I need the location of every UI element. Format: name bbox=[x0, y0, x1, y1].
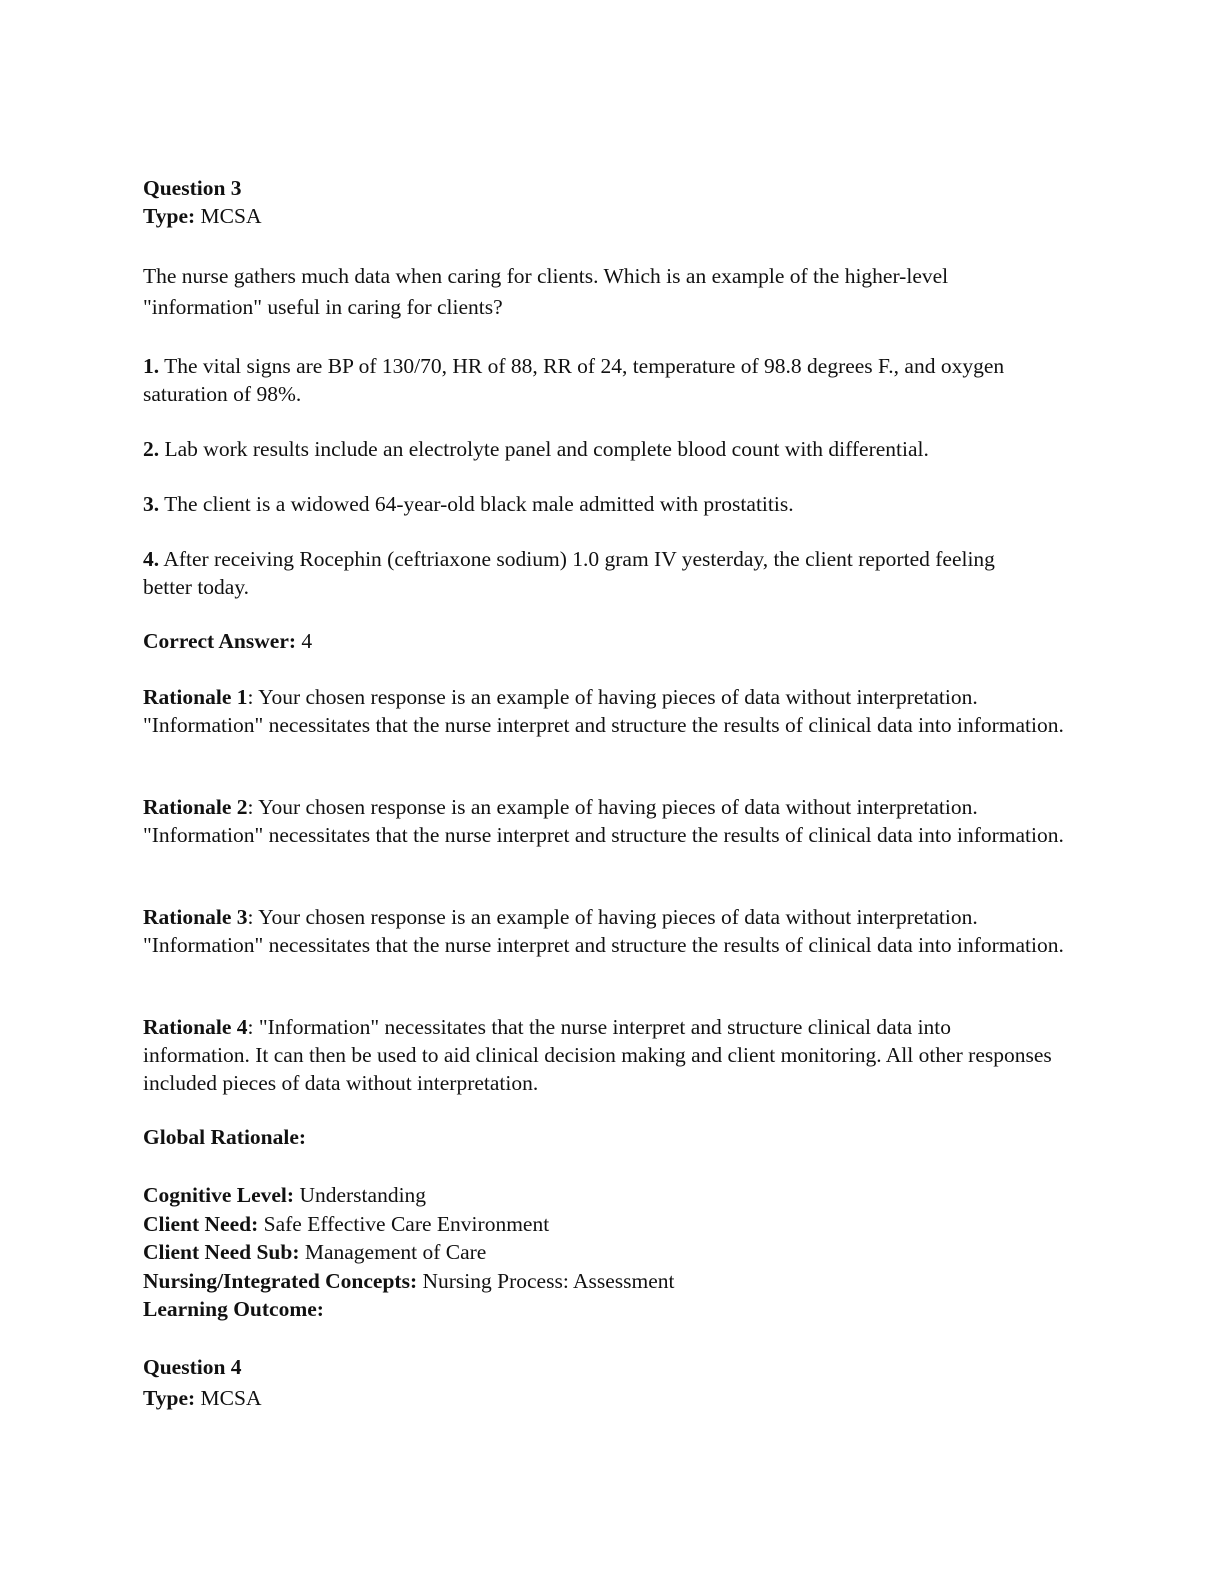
rationale-2 bbox=[143, 793, 1083, 849]
global-rationale bbox=[143, 1123, 1083, 1151]
option-2 bbox=[143, 435, 1083, 463]
option-number: 2. bbox=[143, 437, 160, 461]
option-text: Lab work results include an electrolyte panel and complete blood count with differential. bbox=[159, 437, 929, 461]
learning-outcome bbox=[143, 1295, 1083, 1324]
option-number: 4. bbox=[143, 547, 160, 571]
rationale-text: : Your chosen response is an example of having pieces of data without interpretation. "Information" necessitates that the nurse interpret and structure the results of clinical data into information. bbox=[143, 905, 1064, 957]
type-label: Type: bbox=[143, 204, 196, 228]
option-1 bbox=[143, 352, 1043, 408]
rationale-label: Rationale 2 bbox=[143, 795, 248, 819]
option-4 bbox=[143, 545, 1033, 601]
meta-label: Cognitive Level: bbox=[143, 1183, 295, 1207]
option-3 bbox=[143, 490, 1083, 518]
client-need bbox=[143, 1210, 1083, 1239]
meta-value: Understanding bbox=[294, 1183, 427, 1207]
rationale-3 bbox=[143, 903, 1083, 959]
meta-value: Nursing Process: Assessment bbox=[417, 1268, 675, 1293]
meta-label: Learning Outcome: bbox=[143, 1297, 324, 1321]
question-3-header bbox=[143, 174, 1083, 230]
global-rationale-label: Global Rationale: bbox=[143, 1125, 307, 1149]
rationale-text: : Your chosen response is an example of having pieces of data without interpretation. "Information" necessitates that the nurse interpret and structure the results of clinical data into information. bbox=[143, 685, 1064, 737]
correct-answer-value: 4 bbox=[296, 629, 313, 653]
rationale-4 bbox=[143, 1013, 1053, 1097]
rationale-label: Rationale 1 bbox=[143, 685, 248, 709]
rationale-1 bbox=[143, 683, 1083, 739]
question-type bbox=[143, 1383, 1083, 1414]
option-number: 3. bbox=[143, 492, 160, 516]
option-text: After receiving Rocephin (ceftriaxone sodium) 1.0 gram IV yesterday, the client reported feeling better today. bbox=[143, 547, 995, 599]
option-text: The client is a widowed 64-year-old black male admitted with prostatitis. bbox=[159, 492, 794, 516]
option-number: 1. bbox=[143, 354, 160, 378]
meta-label: Nursing/Integrated Concepts: bbox=[143, 1268, 418, 1293]
client-need-sub bbox=[143, 1238, 1083, 1267]
option-text: The vital signs are BP of 130/70, HR of 88, RR of 24, temperature of 98.8 degrees F., and oxygen saturation of 98%. bbox=[143, 354, 1005, 406]
type-value: MCSA bbox=[195, 1386, 262, 1410]
correct-answer-label: Correct Answer: bbox=[143, 629, 297, 653]
rationale-text: : "Information" necessitates that the nurse interpret and structure clinical data into information. It can then be used to aid clinical decision making and client monitoring. All other responses included pieces of data without interpretation. bbox=[143, 1015, 1052, 1095]
meta-label: Client Need: bbox=[143, 1211, 259, 1236]
rationale-label: Rationale 4 bbox=[143, 1015, 248, 1039]
type-value: MCSA bbox=[195, 204, 262, 228]
meta-value: Safe Effective Care Environment bbox=[258, 1211, 550, 1236]
rationale-text: : Your chosen response is an example of having pieces of data without interpretation. "Information" necessitates that the nurse interpret and structure the results of clinical data into information. bbox=[143, 795, 1064, 847]
question-type bbox=[143, 202, 1083, 230]
nursing-concepts bbox=[143, 1267, 1083, 1296]
question-title: Question 4 bbox=[143, 1355, 242, 1379]
meta-value: Management of Care bbox=[299, 1240, 487, 1264]
rationale-label: Rationale 3 bbox=[143, 905, 248, 929]
question-title: Question 3 bbox=[143, 176, 242, 200]
question-stem: The nurse gathers much data when caring for clients. Which is an example of the higher-level "information" useful in caring for clients? bbox=[143, 264, 949, 319]
correct-answer bbox=[143, 627, 1083, 655]
question-metadata bbox=[143, 1181, 1083, 1324]
cognitive-level bbox=[143, 1181, 1083, 1210]
question-4-header bbox=[143, 1352, 1083, 1414]
type-label: Type: bbox=[143, 1386, 196, 1410]
meta-label: Client Need Sub: bbox=[143, 1240, 300, 1264]
